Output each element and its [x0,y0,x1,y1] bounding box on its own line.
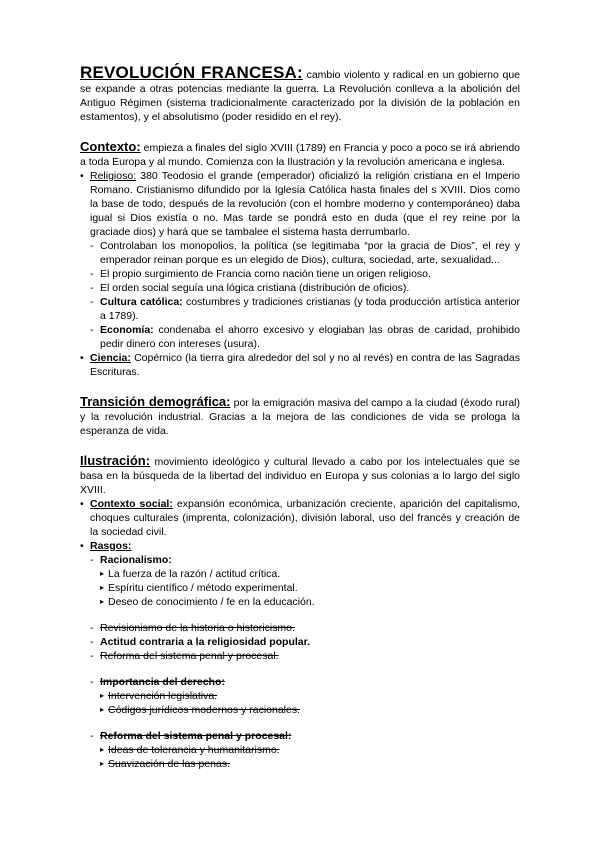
ilustracion-paragraph [80,454,520,497]
sub-item-text: Suavización de las penas. [108,758,230,770]
contexto-heading: Contexto: [80,139,141,154]
arrow-bullet-icon: ▸ [100,691,105,700]
contexto-text: empieza a finales del siglo XVIII (1789) en Francia y poco a poco se irá abriendo a toda Europa y al mundo. Comienza con la Ilustración y la revolución americana e inglesa. [80,142,520,168]
dash-item: - Economía: condenaba el ahorro excesivo y elogiaban las obras de caridad, prohibido pedir dinero con intereses (usura). [90,324,520,350]
rasgos-label: Rasgos: [90,540,132,552]
reforma-short-text: Reforma del sistema penal y procesal. [100,650,279,662]
arrow-bullet-icon: ▸ [100,583,105,592]
revisionismo-item: - Revisionismo de la historia o historicismo. [90,622,295,634]
religioso-dash-list [80,239,520,351]
religioso-label: Religioso: [90,170,137,182]
dash-item-text: costumbres y tradiciones cristianas (y toda producción artística anterior a 1789). [100,296,520,322]
sub-item [80,595,520,609]
racionalismo-item: - Racionalismo: [90,554,172,566]
main-title: REVOLUCIÓN FRANCESA: [80,63,303,82]
sub-item-text: Espíritu científico / método experimental. [108,582,298,594]
sub-item [80,743,520,757]
religioso-text: 380 Teodosio el grande (emperador) oficializó la religión cristiana en el Imperio Romano. Cristianismo difundido por la Iglesia Católica hasta finales del s XVIII. Dios como la base de todo, después de la revolución (con el hombre moderno y contemporáneo) daba igual si Dios existía o no. Mas tarde se pondrá esto en duda (que el rey reine por la graciade dios) y hará que se tambalee el sistema hasta derrumbarlo. [90,170,520,238]
intro-text: cambio violento y radical en un gobierno que se expande a otras potencias mediante la guerra. La Revolución conlleva a la abolición del Antiguo Régimen (sistema tradicionalmente caracterizado por la división de la población en estamentos), y el absolutismo (poder residido en el rey). [80,69,521,123]
sub-item [80,567,520,581]
dash-item-text: condenaba el ahorro excesivo y elogiaban las obras de caridad, prohibido pedir dinero con intereses (usura). [100,324,520,350]
reforma-label: Reforma del sistema penal y procesal: [100,730,292,742]
transicion-text: por la emigración masiva del campo a la ciudad (éxodo rural) y la revolución industrial. Gracias a la mejora de las condiciones de vida se prologa la esperanza de vida. [80,397,520,437]
sub-item [80,581,520,595]
sub-item-text: Ideas de tolerancia y humanitarismo. [108,744,280,756]
reforma-item: - Reforma del sistema penal y procesal: [90,730,292,742]
actitud-text: Actitud contraria a la religiosidad popular. [100,636,311,648]
dash-item: - Controlaban los monopolios, la política (se legitimaba “por la gracia de Dios”, el rey y emperador reinan porque es un elegido de Dios), cultura, sociedad, arte, sexualidad... [90,240,520,266]
dash-item-text: El propio surgimiento de Francia como nación tiene un origen religioso. [100,268,431,280]
ciencia-item [80,351,520,379]
transicion-paragraph [80,395,520,438]
rasgos-item [80,539,520,553]
bullet-icon: • [80,170,84,182]
ilustracion-text: movimiento ideológico y cultural llevado a cabo por los intelectuales que se basa en la búsqueda de la libertad del individuo en Europa y sus colonias a lo largo del siglo XVIII. [80,456,520,496]
sub-item-text: Deseo de conocimiento / fe en la educación. [108,596,315,608]
ciencia-text: Copérnico (la tierra gira alrededor del sol y no al revés) en contra de las Sagradas Escrituras. [90,352,520,378]
dash-item: - El propio surgimiento de Francia como nación tiene un origen religioso. [90,268,431,280]
arrow-bullet-icon: ▸ [100,569,105,578]
dash-item-text: El orden social seguía una lógica cristiana (distribución de oficios). [100,282,410,294]
sub-item [80,689,520,703]
arrow-bullet-icon: ▸ [100,759,105,768]
document-page [80,63,521,771]
sub-item-text: Intervención legislativa. [108,690,218,702]
religioso-item [80,169,520,239]
dash-item-label: Economía: [100,324,154,336]
ilustracion-heading: Ilustración: [80,453,151,468]
importancia-label: Importancia del derecho: [100,676,225,688]
contexto-social-label: Contexto social: [90,498,173,510]
sub-item-text: La fuerza de la razón / actitud crítica. [108,568,281,580]
dash-item: - Cultura católica: costumbres y tradiciones cristianas (y toda producción artística anterior a 1789). [90,296,520,322]
transicion-heading: Transición demográfica: [80,394,231,409]
bullet-icon: • [80,352,84,364]
ciencia-label: Ciencia: [90,352,131,364]
sub-item [80,703,520,717]
arrow-bullet-icon: ▸ [100,745,105,754]
intro-paragraph [80,63,521,124]
contexto-paragraph [80,140,520,169]
sub-item-text: Códigos jurídicos modernos y racionales. [108,704,301,716]
contexto-social-text: expansión económica, urbanización creciente, aparición del capitalismo, choques culturales (imprenta, colonización), división laboral, uso del francés y creación de la sociedad civil. [90,498,520,538]
bullet-icon: • [80,540,84,552]
bullet-icon: • [80,498,84,510]
arrow-bullet-icon: ▸ [100,597,105,606]
dash-item: - El orden social seguía una lógica cristiana (distribución de oficios). [90,282,410,294]
arrow-bullet-icon: ▸ [100,705,105,714]
dash-item-label: Cultura católica: [100,296,183,308]
importancia-item: - Importancia del derecho: [90,676,225,688]
reforma-short-item: - Reforma del sistema penal y procesal. [90,650,279,662]
dash-item-text: Controlaban los monopolios, la política (se legitimaba “por la gracia de Dios”, el rey y emperador reinan porque es un elegido de Dios), cultura, sociedad, arte, sexualidad... [100,240,520,266]
revisionismo-text: Revisionismo de la historia o historicismo. [100,622,295,634]
racionalismo-label: Racionalismo: [100,554,172,566]
actitud-item: - Actitud contraria a la religiosidad popular. [90,636,311,648]
contexto-social-item [80,497,520,539]
sub-item [80,757,520,771]
